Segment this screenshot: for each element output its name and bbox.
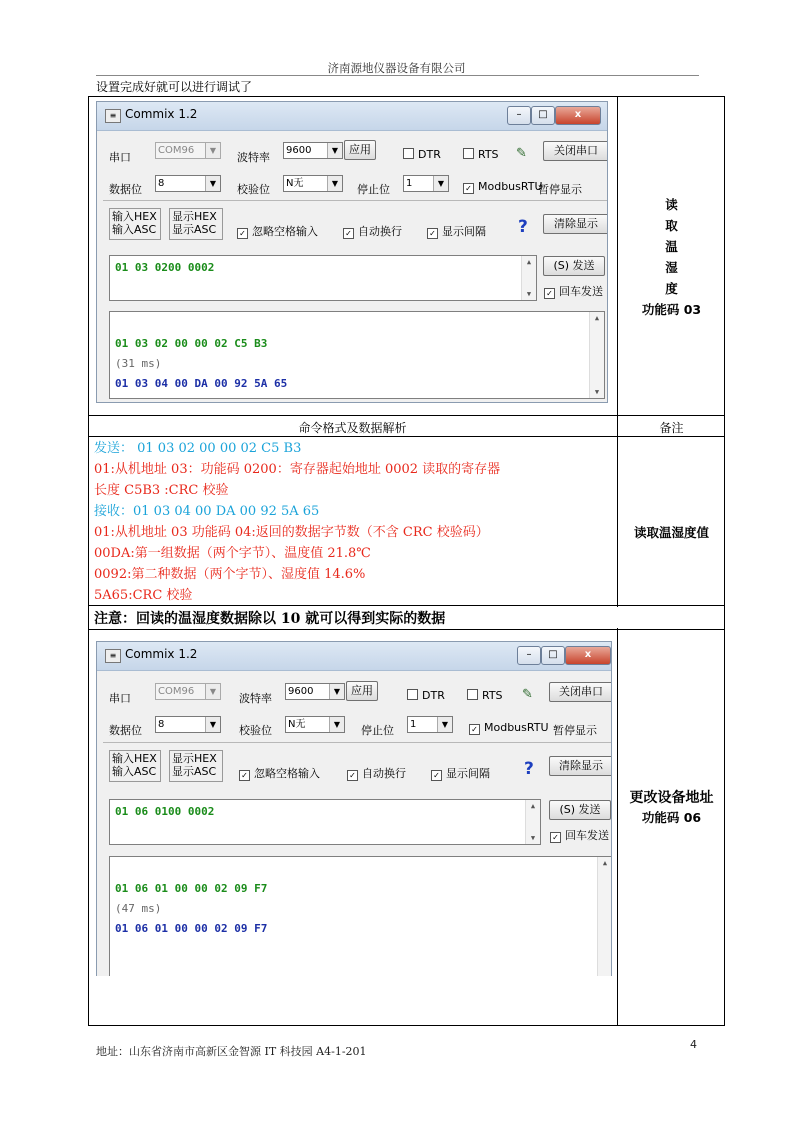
analysis-line: 长度 C5B3 :CRC 校验 xyxy=(94,483,229,498)
databits-select[interactable]: 8 ▼ xyxy=(155,175,221,192)
row-divider-2 xyxy=(88,436,725,437)
side-cell-read-temp-humidity xyxy=(618,194,725,320)
separator xyxy=(103,742,612,743)
receive-output[interactable] xyxy=(109,856,612,976)
receive-output[interactable] xyxy=(109,311,605,399)
chevron-down-icon: ▼ xyxy=(433,176,448,191)
minimize-button[interactable]: – xyxy=(507,106,531,125)
ignore-space-checkbox[interactable]: ✓ 忽略空格输入 xyxy=(237,223,318,239)
page-number: 4 xyxy=(690,1038,697,1051)
cr-send-checkbox[interactable]: ✓ 回车发送 xyxy=(544,283,603,299)
side-char-4: 湿 xyxy=(665,260,678,275)
databits-label: 数据位 xyxy=(109,183,142,196)
change-address-title: 更改设备地址 xyxy=(629,790,714,806)
row-divider-1 xyxy=(88,415,725,416)
window-title: Commix 1.2 xyxy=(125,647,198,661)
note-text: 注意：回读的温湿度数据除以 10 就可以得到实际的数据 xyxy=(94,611,446,627)
recv-line-2: (47 ms) xyxy=(115,902,162,915)
clear-display-button[interactable]: 清除显示 xyxy=(543,214,608,234)
input-asc-option[interactable]: 输入ASC xyxy=(112,765,157,778)
maximize-button[interactable]: □ xyxy=(541,646,565,665)
intro-text: 设置完成好就可以进行调试了 xyxy=(96,80,253,94)
app-icon: ≡ xyxy=(105,109,121,123)
analysis-line: 5A65:CRC 校验 xyxy=(94,588,193,603)
analysis-send: 发送： 01 03 02 00 00 02 C5 B3 xyxy=(94,441,302,456)
help-icon[interactable]: ? xyxy=(524,759,534,779)
show-interval-checkbox[interactable]: ✓ 显示间隔 xyxy=(427,223,486,239)
chevron-down-icon: ▼ xyxy=(437,717,452,732)
close-button[interactable]: x xyxy=(555,106,601,125)
autowrap-checkbox[interactable]: ✓ 自动换行 xyxy=(343,223,402,239)
input-mode-toggle[interactable] xyxy=(109,208,161,240)
window-title: Commix 1.2 xyxy=(125,107,198,121)
commix-window-2 xyxy=(96,641,612,976)
analysis-line: 0092:第二种数据（两个字节）、湿度值 14.6% xyxy=(94,567,366,582)
title-bar xyxy=(97,642,611,671)
parity-label: 校验位 xyxy=(237,183,270,196)
send-button[interactable]: (S) 发送 xyxy=(543,256,605,276)
stopbits-select[interactable]: 1 ▼ xyxy=(403,175,449,192)
cr-send-checkbox[interactable]: ✓ 回车发送 xyxy=(550,827,609,843)
dtr-checkbox[interactable]: DTR xyxy=(407,689,445,702)
rts-checkbox[interactable]: RTS xyxy=(463,148,499,161)
autowrap-checkbox[interactable]: ✓ 自动换行 xyxy=(347,765,406,781)
chevron-down-icon: ▼ xyxy=(205,684,220,699)
caption-left: 命令格式及数据解析 xyxy=(298,421,407,435)
close-port-button[interactable]: 关闭串口 xyxy=(543,141,608,161)
chevron-down-icon: ▼ xyxy=(329,684,344,699)
help-icon[interactable]: ? xyxy=(518,217,528,237)
stopbits-select[interactable]: 1 ▼ xyxy=(407,716,453,733)
recv-line-3: 01 03 04 00 DA 00 92 5A 65 xyxy=(115,377,288,390)
scrollbar[interactable]: ▲ ▼ xyxy=(525,800,540,844)
close-button[interactable]: x xyxy=(565,646,611,665)
commix-window-1 xyxy=(96,101,608,403)
display-mode-toggle[interactable] xyxy=(169,750,223,782)
input-hex-option[interactable]: 输入HEX xyxy=(112,752,157,765)
title-bar xyxy=(97,102,607,131)
chevron-down-icon: ▼ xyxy=(205,176,220,191)
stopbits-label: 停止位 xyxy=(357,183,390,196)
send-text: 01 06 0100 0002 xyxy=(115,805,215,818)
show-asc-option[interactable]: 显示ASC xyxy=(172,765,217,778)
chevron-down-icon: ▼ xyxy=(327,176,342,191)
analysis-remark: 读取温湿度值 xyxy=(633,525,709,540)
side-cell-change-address xyxy=(624,788,719,828)
port-label: 串口 xyxy=(109,692,131,705)
analysis-line: 01:从机地址 03 功能码 04:返回的数据字节数（不含 CRC 校验码） xyxy=(94,525,489,540)
side-char-5: 度 xyxy=(665,281,678,296)
send-input[interactable] xyxy=(109,255,537,301)
plug-icon[interactable]: ✎ xyxy=(516,146,527,161)
pause-display-button[interactable]: 暂停显示 xyxy=(538,183,582,196)
chevron-down-icon: ▼ xyxy=(205,143,220,158)
rts-checkbox[interactable]: RTS xyxy=(467,689,503,702)
analysis-line: 00DA:第一组数据（两个字节）、温度值 21.8℃ xyxy=(94,546,371,561)
stopbits-label: 停止位 xyxy=(361,724,394,737)
display-mode-toggle[interactable] xyxy=(169,208,223,240)
scrollbar[interactable]: ▲ xyxy=(597,857,612,976)
modbus-checkbox[interactable]: ✓ ModbusRTU xyxy=(463,180,543,194)
clear-display-button[interactable]: 清除显示 xyxy=(549,756,612,776)
baud-select[interactable]: 9600 ▼ xyxy=(285,683,345,700)
separator xyxy=(103,200,608,201)
note-row-mask xyxy=(614,607,622,628)
input-asc-option[interactable]: 输入ASC xyxy=(112,223,157,236)
recv-line-3: 01 06 01 00 00 02 09 F7 xyxy=(115,922,268,935)
function-code-03: 功能码 03 xyxy=(641,302,702,317)
recv-line-1: 01 06 01 00 00 02 09 F7 xyxy=(115,882,268,895)
input-hex-option[interactable]: 输入HEX xyxy=(112,210,157,223)
minimize-button[interactable]: – xyxy=(517,646,541,665)
scrollbar[interactable]: ▲ ▼ xyxy=(589,312,604,398)
plug-icon[interactable]: ✎ xyxy=(522,687,533,702)
analysis-receive: 接收：01 03 04 00 DA 00 92 5A 65 xyxy=(94,504,320,519)
page-header: 济南源地仪器设备有限公司 xyxy=(327,61,466,75)
chevron-down-icon: ▼ xyxy=(205,717,220,732)
parity-select[interactable]: N无 ▼ xyxy=(283,175,343,192)
recv-line-1: 01 03 02 00 00 02 C5 B3 xyxy=(115,337,268,350)
show-interval-checkbox[interactable]: ✓ 显示间隔 xyxy=(431,765,490,781)
modbus-checkbox[interactable]: ✓ ModbusRTU xyxy=(469,721,549,735)
show-hex-option[interactable]: 显示HEX xyxy=(172,752,217,765)
send-input[interactable] xyxy=(109,799,541,845)
port-select[interactable]: COM96 ▼ xyxy=(155,683,221,700)
row-divider-4 xyxy=(88,629,725,630)
send-button[interactable]: (S) 发送 xyxy=(549,800,611,820)
side-char-2: 取 xyxy=(665,218,678,233)
chevron-down-icon: ▼ xyxy=(329,717,344,732)
app-icon: ≡ xyxy=(105,649,121,663)
close-port-button[interactable]: 关闭串口 xyxy=(549,682,612,702)
databits-label: 数据位 xyxy=(109,724,142,737)
analysis-block xyxy=(94,438,616,606)
side-char-3: 温 xyxy=(665,239,678,254)
apply-button[interactable]: 应用 xyxy=(346,681,378,701)
function-code-06: 功能码 06 xyxy=(641,810,702,825)
port-label: 串口 xyxy=(109,151,131,164)
dtr-checkbox[interactable]: DTR xyxy=(403,148,441,161)
scrollbar[interactable]: ▲ ▼ xyxy=(521,256,536,300)
input-mode-toggle[interactable] xyxy=(109,750,161,782)
header-divider xyxy=(96,75,699,76)
footer-address: 地址：山东省济南市高新区金智源 IT 科技园 A4-1-201 xyxy=(96,1045,367,1058)
baud-label: 波特率 xyxy=(237,151,270,164)
baud-label: 波特率 xyxy=(239,692,272,705)
parity-select[interactable]: N无 ▼ xyxy=(285,716,345,733)
databits-select[interactable]: 8 ▼ xyxy=(155,716,221,733)
pause-display-button[interactable]: 暂停显示 xyxy=(553,724,597,737)
ignore-space-checkbox[interactable]: ✓ 忽略空格输入 xyxy=(239,765,320,781)
chevron-down-icon: ▼ xyxy=(327,143,342,158)
port-select[interactable]: COM96 ▼ xyxy=(155,142,221,159)
caption-right: 备注 xyxy=(659,421,684,435)
show-hex-option[interactable]: 显示HEX xyxy=(172,210,217,223)
apply-button[interactable]: 应用 xyxy=(344,140,376,160)
side-char-1: 读 xyxy=(665,197,678,212)
send-text: 01 03 0200 0002 xyxy=(115,261,215,274)
show-asc-option[interactable]: 显示ASC xyxy=(172,223,217,236)
recv-line-2: (31 ms) xyxy=(115,357,162,370)
parity-label: 校验位 xyxy=(239,724,272,737)
baud-select[interactable]: 9600 ▼ xyxy=(283,142,343,159)
maximize-button[interactable]: □ xyxy=(531,106,555,125)
analysis-line: 01:从机地址 03：功能码 0200：寄存器起始地址 0002 读取的寄存器 xyxy=(94,462,501,477)
